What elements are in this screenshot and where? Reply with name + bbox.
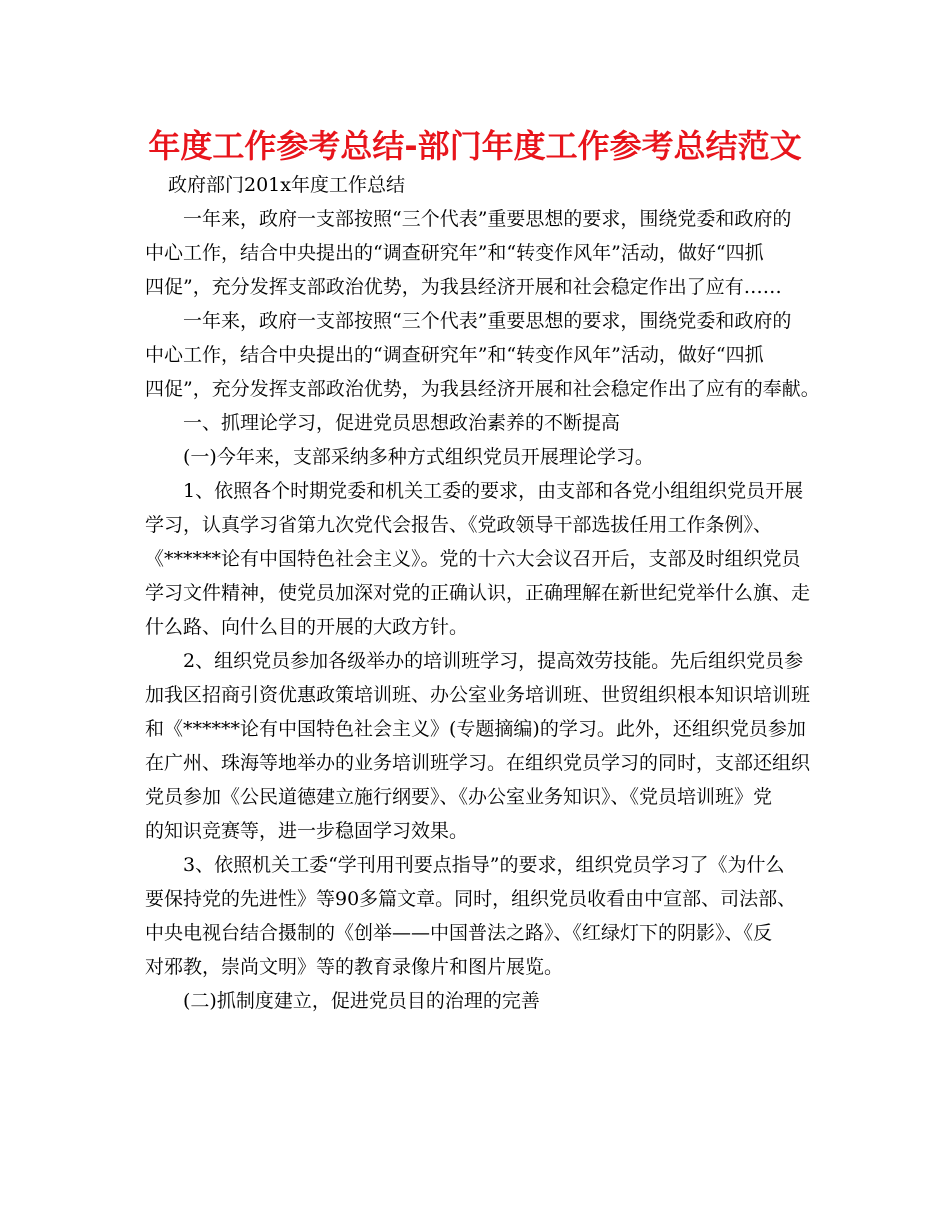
text-line: (一)今年来，支部采纳多种方式组织党员开展理论学习。 bbox=[183, 446, 654, 468]
document-body bbox=[145, 168, 820, 1018]
text-line: 1、依照各个时期党委和机关工委的要求，由支部和各党小组组织党员开展 bbox=[183, 480, 804, 502]
text-line: 在广州、珠海等地举办的业务培训班学习。在组织党员学习的同时，支部还组织 bbox=[145, 752, 811, 774]
text-line: 中心工作，结合中央提出的“调查研究年”和“转变作风年”活动，做好“四抓 bbox=[145, 344, 764, 366]
text-line: 一、抓理论学习，促进党员思想政治素养的不断提高 bbox=[183, 412, 621, 434]
text-line: (二)抓制度建立，促进党员目的治理的完善 bbox=[183, 990, 540, 1012]
text-line: 一年来，政府一支部按照“三个代表”重要思想的要求，围绕党委和政府的 bbox=[183, 310, 792, 332]
text-line: 《******论有中国特色社会主义》。党的十六大会议召开后，支部及时组织党员 bbox=[145, 548, 801, 570]
text-line: 学习文件精神，使党员加深对党的正确认识，正确理解在新世纪党举什么旗、走 bbox=[145, 582, 811, 604]
text-line: 加我区招商引资优惠政策培训班、办公室业务培训班、世贸组织根本知识培训班 bbox=[145, 684, 811, 706]
text-line: 党员参加《公民道德建立施行纲要》、《办公室业务知识》、《党员培训班》党 bbox=[145, 786, 773, 808]
text-line: 的知识竞赛等，进一步稳固学习效果。 bbox=[145, 820, 469, 842]
text-line: 什么路、向什么目的开展的大政方针。 bbox=[145, 616, 469, 638]
text-line: 和《******论有中国特色社会主义》(专题摘编)的学习。此外，还组织党员参加 bbox=[145, 718, 806, 740]
text-line: 一年来，政府一支部按照“三个代表”重要思想的要求，围绕党委和政府的 bbox=[183, 208, 792, 230]
text-line: 中央电视台结合摄制的《创举——中国普法之路》、《红绿灯下的阴影》、《反 bbox=[145, 922, 773, 944]
text-line: 对邪教，崇尚文明》等的教育录像片和图片展览。 bbox=[145, 956, 564, 978]
text-line: 中心工作，结合中央提出的“调查研究年”和“转变作风年”活动，做好“四抓 bbox=[145, 242, 764, 264]
text-line: 2、组织党员参加各级举办的培训班学习，提高效劳技能。先后组织党员参 bbox=[183, 650, 804, 672]
text-line: 3、依照机关工委“学刊用刊要点指导”的要求，组织党员学习了《为什么 bbox=[183, 854, 785, 876]
text-line: 要保持党的先进性》等90多篇文章。同时，组织党员收看由中宣部、司法部、 bbox=[145, 888, 797, 910]
document-title: 年度工作参考总结-部门年度工作参考总结范文 bbox=[148, 127, 802, 165]
text-line: 政府部门201x年度工作总结 bbox=[168, 174, 405, 196]
text-line: 四促”，充分发挥支部政治优势，为我县经济开展和社会稳定作出了应有…… bbox=[145, 276, 782, 298]
text-line: 学习，认真学习省第九次党代会报告、《党政领导干部选拔任用工作条例》、 bbox=[145, 514, 773, 536]
text-line: 四促”，充分发挥支部政治优势，为我县经济开展和社会稳定作出了应有的奉献。 bbox=[145, 378, 820, 400]
